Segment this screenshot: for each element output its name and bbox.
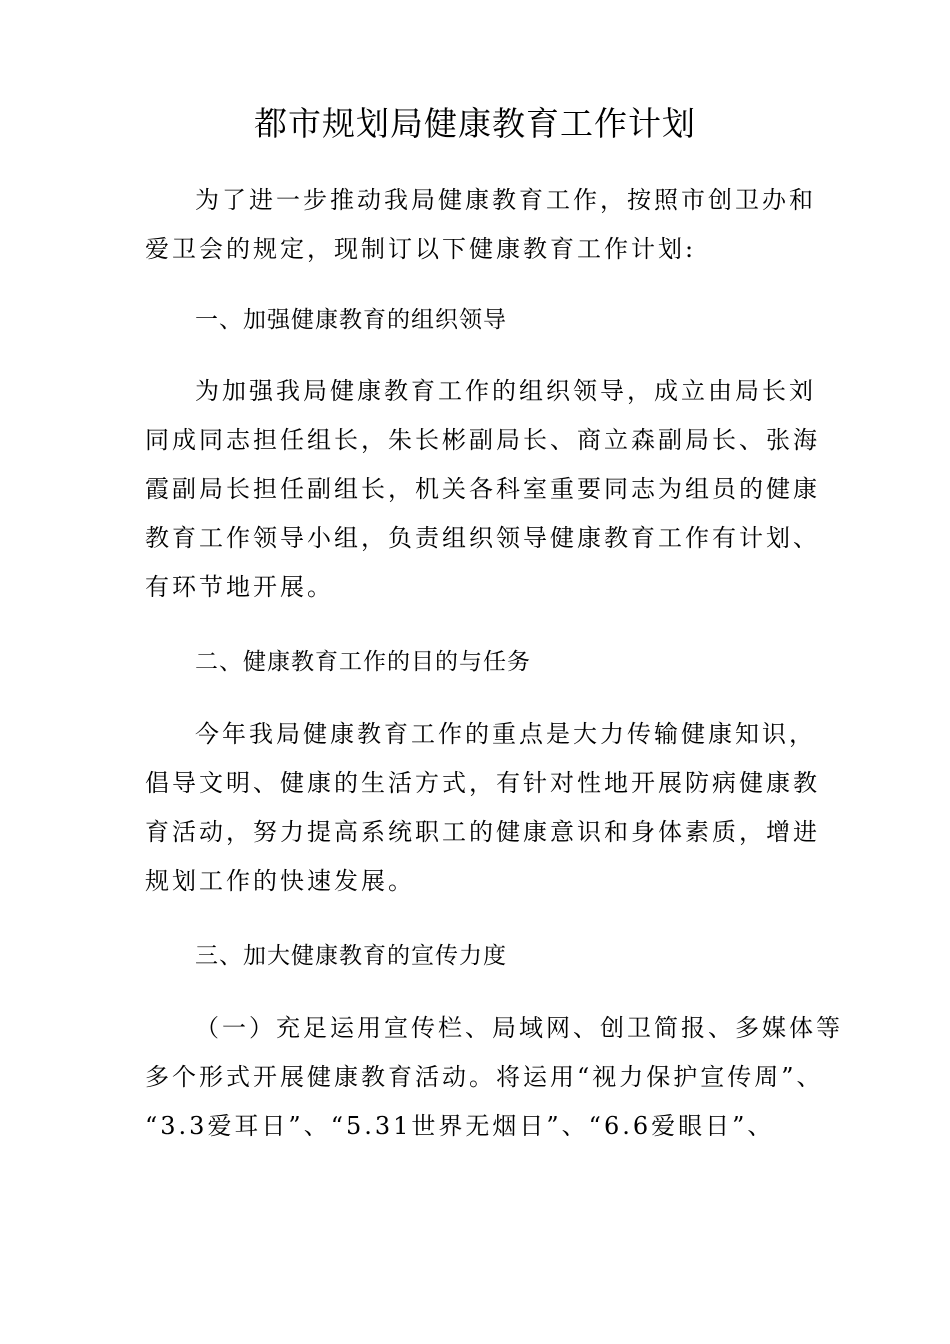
section3-paragraph	[145, 1004, 843, 1151]
paragraph-line: 有环节地开展。	[145, 573, 334, 601]
paragraph-line: 今年我局健康教育工作的重点是大力传输健康知识，	[195, 720, 816, 748]
intro-line: 为了进一步推动我局健康教育工作，按照市创卫办和	[195, 186, 816, 214]
paragraph-line: 规划工作的快速发展。	[145, 867, 415, 895]
paragraph-line: “3.3爱耳日”、“5.31世界无烟日”、“6.6爱眼日”、	[145, 1112, 775, 1140]
section1-paragraph	[145, 367, 820, 612]
paragraph-line: 同成同志担任组长，朱长彬副局长、商立森副局长、张海	[145, 426, 820, 454]
section-heading-2: 二、健康教育工作的目的与任务	[195, 649, 531, 675]
document-title: 都市规划局健康教育工作计划	[254, 104, 696, 143]
paragraph-line: 育活动，努力提高系统职工的健康意识和身体素质，增进	[145, 818, 820, 846]
paragraph-line: 倡导文明、健康的生活方式，有针对性地开展防病健康教	[145, 769, 820, 797]
paragraph-line: （一）充足运用宣传栏、局域网、创卫简报、多媒体等	[195, 1014, 843, 1042]
section-heading-3: 三、加大健康教育的宣传力度	[195, 943, 507, 969]
paragraph-line: 教育工作领导小组，负责组织领导健康教育工作有计划、	[145, 524, 820, 552]
intro-line: 爱卫会的规定，现制订以下健康教育工作计划:	[145, 235, 697, 263]
section-heading-1: 一、加强健康教育的组织领导	[195, 307, 507, 333]
paragraph-line: 霞副局长担任副组长，机关各科室重要同志为组员的健康	[145, 475, 820, 503]
intro-paragraph	[145, 176, 816, 274]
paragraph-line: 为加强我局健康教育工作的组织领导，成立由局长刘	[195, 377, 816, 405]
paragraph-line: 多个形式开展健康教育活动。将运用“视力保护宣传周”、	[145, 1063, 824, 1091]
section2-paragraph	[145, 710, 820, 906]
